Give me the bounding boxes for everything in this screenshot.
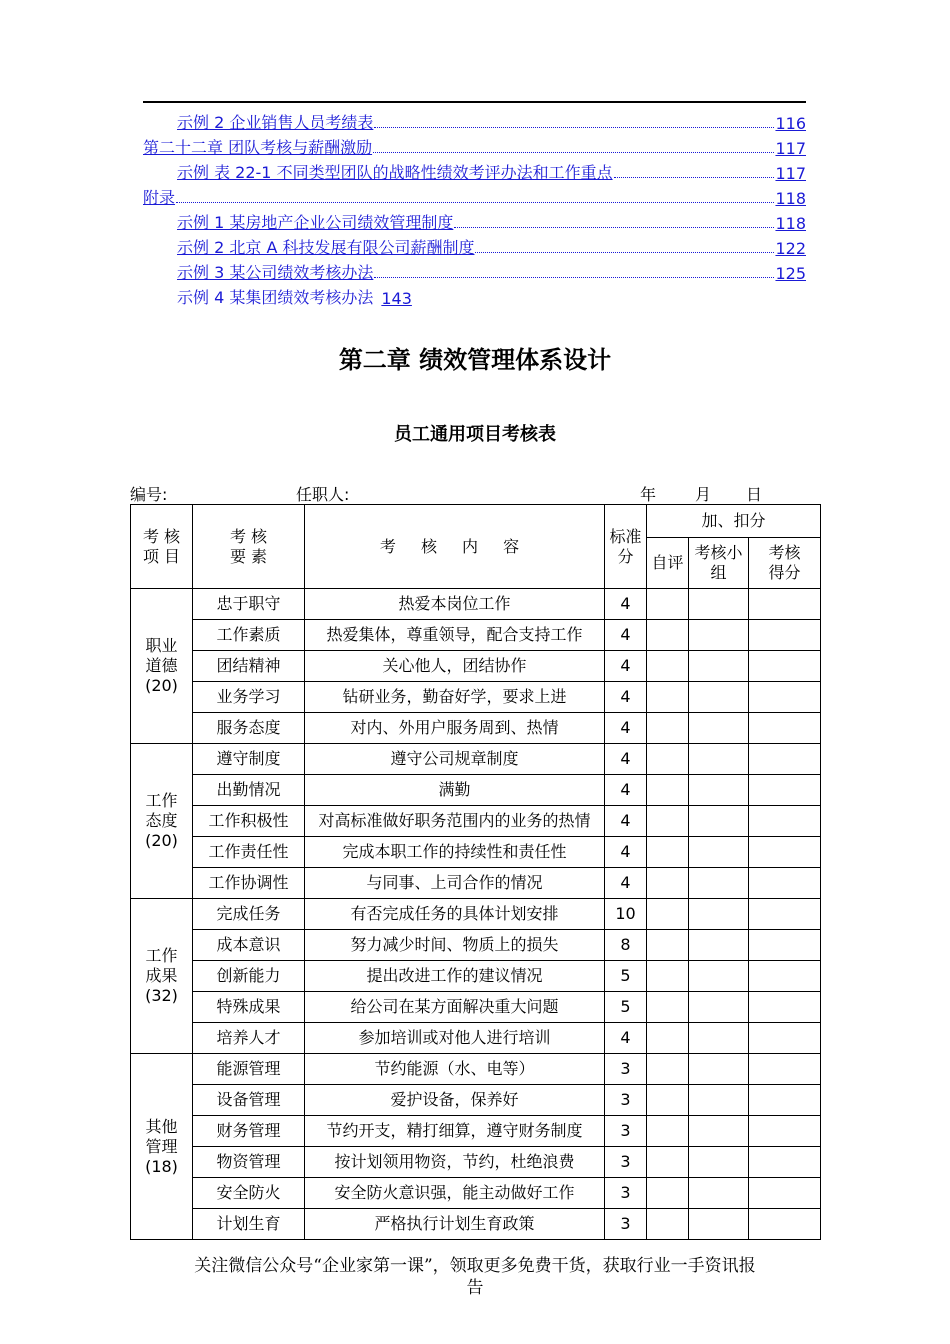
self-eval-cell[interactable] <box>647 1147 689 1178</box>
category-cell: 职业 道德 (20) <box>131 589 193 744</box>
final-score-cell[interactable] <box>749 1023 821 1054</box>
element-cell: 工作积极性 <box>193 806 305 837</box>
group-eval-cell[interactable] <box>689 1147 749 1178</box>
table-row <box>131 1178 821 1209</box>
table-row <box>131 930 821 961</box>
table-row <box>131 992 821 1023</box>
header-score: 考核 得分 <box>749 538 821 589</box>
element-cell: 能源管理 <box>193 1054 305 1085</box>
content-cell: 给公司在某方面解决重大问题 <box>305 992 605 1023</box>
final-score-cell[interactable] <box>749 899 821 930</box>
standard-score-cell: 4 <box>605 806 647 837</box>
self-eval-cell[interactable] <box>647 1085 689 1116</box>
element-cell: 工作协调性 <box>193 868 305 899</box>
content-cell: 爱护设备，保养好 <box>305 1085 605 1116</box>
element-cell: 特殊成果 <box>193 992 305 1023</box>
group-eval-cell[interactable] <box>689 775 749 806</box>
table-row <box>131 806 821 837</box>
content-cell: 严格执行计划生育政策 <box>305 1209 605 1240</box>
table-row <box>131 837 821 868</box>
group-eval-cell[interactable] <box>689 1116 749 1147</box>
content-cell: 关心他人，团结协作 <box>305 651 605 682</box>
standard-score-cell: 4 <box>605 589 647 620</box>
final-score-cell[interactable] <box>749 868 821 899</box>
standard-score-cell: 3 <box>605 1116 647 1147</box>
standard-score-cell: 3 <box>605 1178 647 1209</box>
content-cell: 与同事、上司合作的情况 <box>305 868 605 899</box>
standard-score-cell: 4 <box>605 775 647 806</box>
element-cell: 创新能力 <box>193 961 305 992</box>
group-eval-cell[interactable] <box>689 961 749 992</box>
element-cell: 业务学习 <box>193 682 305 713</box>
standard-score-cell: 4 <box>605 651 647 682</box>
table-row <box>131 961 821 992</box>
group-eval-cell[interactable] <box>689 899 749 930</box>
group-eval-cell[interactable] <box>689 589 749 620</box>
footer-note: 关注微信公众号“企业家第一课”，领取更多免费干货，获取行业一手资讯报 告 <box>194 1256 756 1298</box>
header-adjust: 加、扣分 <box>647 505 821 538</box>
table-row <box>131 1116 821 1147</box>
group-eval-cell[interactable] <box>689 930 749 961</box>
element-cell: 出勤情况 <box>193 775 305 806</box>
standard-score-cell: 10 <box>605 899 647 930</box>
self-eval-cell[interactable] <box>647 1116 689 1147</box>
day-label: 日 <box>746 485 763 504</box>
final-score-cell[interactable] <box>749 651 821 682</box>
element-cell: 成本意识 <box>193 930 305 961</box>
self-eval-cell[interactable] <box>647 1023 689 1054</box>
final-score-cell[interactable] <box>749 713 821 744</box>
standard-score-cell: 3 <box>605 1209 647 1240</box>
header-row <box>131 505 821 538</box>
toc-entry[interactable]: 示例 4 某集团绩效考核办法 143 <box>177 288 412 308</box>
table-row <box>131 682 821 713</box>
group-eval-cell[interactable] <box>689 992 749 1023</box>
self-eval-cell[interactable] <box>647 992 689 1023</box>
self-eval-cell[interactable] <box>647 744 689 775</box>
self-eval-cell[interactable] <box>647 713 689 744</box>
content-cell: 参加培训或对他人进行培训 <box>305 1023 605 1054</box>
content-cell: 按计划领用物资，节约，杜绝浪费 <box>305 1147 605 1178</box>
content-cell: 完成本职工作的持续性和责任性 <box>305 837 605 868</box>
final-score-cell[interactable] <box>749 620 821 651</box>
group-eval-cell[interactable] <box>689 1023 749 1054</box>
table-row <box>131 620 821 651</box>
table-row <box>131 713 821 744</box>
group-eval-cell[interactable] <box>689 713 749 744</box>
self-eval-cell[interactable] <box>647 682 689 713</box>
standard-score-cell: 4 <box>605 620 647 651</box>
toc-entry[interactable]: 附录 118 <box>143 188 806 208</box>
final-score-cell[interactable] <box>749 992 821 1023</box>
standard-score-cell: 5 <box>605 992 647 1023</box>
self-eval-cell[interactable] <box>647 961 689 992</box>
content-cell: 热爱本岗位工作 <box>305 589 605 620</box>
final-score-cell[interactable] <box>749 682 821 713</box>
element-cell: 计划生育 <box>193 1209 305 1240</box>
standard-score-cell: 4 <box>605 682 647 713</box>
self-eval-cell[interactable] <box>647 1178 689 1209</box>
table-row <box>131 651 821 682</box>
table-row <box>131 775 821 806</box>
toc-top-rule <box>143 101 806 103</box>
month-label: 月 <box>695 485 712 504</box>
content-cell: 安全防火意识强，能主动做好工作 <box>305 1178 605 1209</box>
standard-score-cell: 4 <box>605 868 647 899</box>
header-item: 考 核 项 目 <box>131 505 193 589</box>
self-eval-cell[interactable] <box>647 868 689 899</box>
content-cell: 努力减少时间、物质上的损失 <box>305 930 605 961</box>
table-row <box>131 868 821 899</box>
self-eval-cell[interactable] <box>647 620 689 651</box>
final-score-cell[interactable] <box>749 1178 821 1209</box>
toc-entry[interactable]: 示例 2 企业销售人员考绩表 116 <box>177 113 806 133</box>
table-row <box>131 744 821 775</box>
final-score-cell[interactable] <box>749 930 821 961</box>
group-eval-cell[interactable] <box>689 1054 749 1085</box>
group-eval-cell[interactable] <box>689 682 749 713</box>
group-eval-cell[interactable] <box>689 651 749 682</box>
table-title: 员工通用项目考核表 <box>394 424 556 445</box>
toc-entry[interactable]: 第二十二章 团队考核与薪酬激励 117 <box>143 138 806 158</box>
self-eval-cell[interactable] <box>647 775 689 806</box>
content-cell: 有否完成任务的具体计划安排 <box>305 899 605 930</box>
table-row <box>131 1023 821 1054</box>
self-eval-cell[interactable] <box>647 651 689 682</box>
group-eval-cell[interactable] <box>689 837 749 868</box>
table-row <box>131 899 821 930</box>
element-cell: 工作责任性 <box>193 837 305 868</box>
group-eval-cell[interactable] <box>689 1085 749 1116</box>
self-eval-cell[interactable] <box>647 806 689 837</box>
final-score-cell[interactable] <box>749 1116 821 1147</box>
group-eval-cell[interactable] <box>689 1209 749 1240</box>
element-cell: 安全防火 <box>193 1178 305 1209</box>
self-eval-cell[interactable] <box>647 589 689 620</box>
content-cell: 提出改进工作的建议情况 <box>305 961 605 992</box>
toc-entry[interactable]: 示例 3 某公司绩效考核办法 125 <box>177 263 806 283</box>
table-of-contents <box>143 108 806 308</box>
table-row <box>131 1209 821 1240</box>
self-eval-cell[interactable] <box>647 930 689 961</box>
table-row <box>131 1085 821 1116</box>
category-cell: 工作 成果 (32) <box>131 899 193 1054</box>
content-cell: 钻研业务，勤奋好学，要求上进 <box>305 682 605 713</box>
final-score-cell[interactable] <box>749 744 821 775</box>
toc-entry[interactable]: 示例 2 北京 A 科技发展有限公司薪酬制度 122 <box>177 238 806 258</box>
self-eval-cell[interactable] <box>647 1209 689 1240</box>
standard-score-cell: 3 <box>605 1147 647 1178</box>
group-eval-cell[interactable] <box>689 1178 749 1209</box>
element-cell: 培养人才 <box>193 1023 305 1054</box>
holder-label: 任职人: <box>296 485 350 504</box>
element-cell: 服务态度 <box>193 713 305 744</box>
self-eval-cell[interactable] <box>647 899 689 930</box>
final-score-cell[interactable] <box>749 961 821 992</box>
category-cell: 其他 管理 (18) <box>131 1054 193 1240</box>
content-cell: 节约开支，精打细算，遵守财务制度 <box>305 1116 605 1147</box>
content-cell: 对内、外用户服务周到、热情 <box>305 713 605 744</box>
content-cell: 对高标准做好职务范围内的业务的热情 <box>305 806 605 837</box>
assessment-table <box>130 504 821 1240</box>
table-row <box>131 589 821 620</box>
final-score-cell[interactable] <box>749 775 821 806</box>
final-score-cell[interactable] <box>749 837 821 868</box>
element-cell: 工作素质 <box>193 620 305 651</box>
chapter-title: 第二章 绩效管理体系设计 <box>338 346 612 374</box>
final-score-cell[interactable] <box>749 1209 821 1240</box>
self-eval-cell[interactable] <box>647 837 689 868</box>
final-score-cell[interactable] <box>749 1085 821 1116</box>
year-label: 年 <box>640 485 657 504</box>
standard-score-cell: 4 <box>605 837 647 868</box>
standard-score-cell: 4 <box>605 713 647 744</box>
group-eval-cell[interactable] <box>689 806 749 837</box>
table-row <box>131 1054 821 1085</box>
toc-entry[interactable]: 示例 1 某房地产企业公司绩效管理制度 118 <box>177 213 806 233</box>
group-eval-cell[interactable] <box>689 744 749 775</box>
header-standard: 标准 分 <box>605 505 647 589</box>
number-label: 编号: <box>130 485 168 504</box>
self-eval-cell[interactable] <box>647 1054 689 1085</box>
group-eval-cell[interactable] <box>689 620 749 651</box>
standard-score-cell: 3 <box>605 1085 647 1116</box>
standard-score-cell: 3 <box>605 1054 647 1085</box>
final-score-cell[interactable] <box>749 1054 821 1085</box>
standard-score-cell: 5 <box>605 961 647 992</box>
content-cell: 热爱集体，尊重领导，配合支持工作 <box>305 620 605 651</box>
group-eval-cell[interactable] <box>689 868 749 899</box>
standard-score-cell: 8 <box>605 930 647 961</box>
element-cell: 财务管理 <box>193 1116 305 1147</box>
content-cell: 节约能源（水、电等） <box>305 1054 605 1085</box>
header-content: 考 核 内 容 <box>305 505 605 589</box>
element-cell: 忠于职守 <box>193 589 305 620</box>
header-group: 考核小 组 <box>689 538 749 589</box>
element-cell: 物资管理 <box>193 1147 305 1178</box>
standard-score-cell: 4 <box>605 744 647 775</box>
content-cell: 满勤 <box>305 775 605 806</box>
final-score-cell[interactable] <box>749 589 821 620</box>
toc-entry[interactable]: 示例 表 22-1 不同类型团队的战略性绩效考评办法和工作重点 117 <box>177 163 806 183</box>
header-self: 自评 <box>647 538 689 589</box>
element-cell: 设备管理 <box>193 1085 305 1116</box>
header-element: 考 核 要 素 <box>193 505 305 589</box>
element-cell: 遵守制度 <box>193 744 305 775</box>
element-cell: 团结精神 <box>193 651 305 682</box>
final-score-cell[interactable] <box>749 806 821 837</box>
category-cell: 工作 态度 (20) <box>131 744 193 899</box>
element-cell: 完成任务 <box>193 899 305 930</box>
content-cell: 遵守公司规章制度 <box>305 744 605 775</box>
standard-score-cell: 4 <box>605 1023 647 1054</box>
table-row <box>131 1147 821 1178</box>
final-score-cell[interactable] <box>749 1147 821 1178</box>
